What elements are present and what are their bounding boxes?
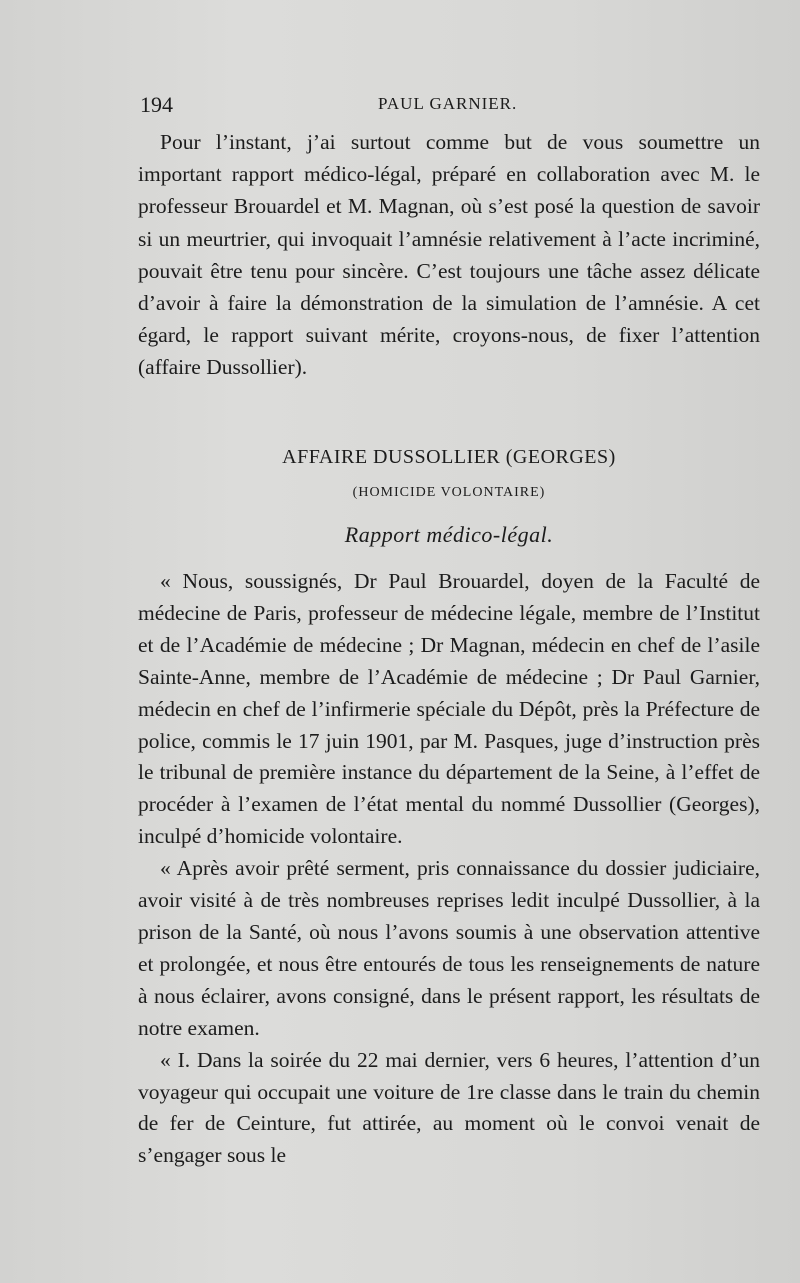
page-number: 194 <box>140 92 173 117</box>
case-title: AFFAIRE DUSSOLLIER (GEORGES) <box>282 446 616 468</box>
report-body <box>138 566 760 1172</box>
page-header <box>140 92 760 122</box>
intro-paragraph: Pour l’instant, j’ai surtout comme but de vous soumettre un important rapport médico-légal, préparé en collaboration avec M. le professeur Brouardel et M. Magnan, où s’est posé la question de savoir si un meurtrier, qui invoquait l’amnésie relativement à l’acte incriminé, pouvait être tenu pour sincère. C’est toujours une tâche assez délicate d’avoir à faire la démonstration de la simulation de l’amnésie. A cet égard, le rapport suivant mérite, croyons-nous, de fixer l’attention (affaire Dussollier). <box>138 130 760 380</box>
case-subtitle: (HOMICIDE VOLONTAIRE) <box>352 485 546 500</box>
intro-text <box>138 126 760 384</box>
report-heading: Rapport médico-légal. <box>344 522 554 547</box>
report-paragraph: « Après avoir prêté serment, pris connaissance du dossier judiciaire, avoir visité à de très nombreuses reprises ledit inculpé Dussollier, à la prison de la Santé, où nous l’avons soumis à une observation attentive et prolongée, et nous être entourés de tous les renseignements de nature à nous éclairer, avons consigné, dans le présent rapport, les résultats de notre examen. <box>138 856 760 1040</box>
report-paragraph: « Nous, soussignés, Dr Paul Brouardel, doyen de la Faculté de médecine de Paris, professeur de médecine légale, membre de l’Institut et de l’Académie de médecine ; Dr Magnan, médecin en chef de l’asile Sainte-Anne, membre de l’Académie de médecine ; Dr Paul Garnier, médecin en chef de l’infirmerie spéciale du Dépôt, près la Préfecture de police, commis le 17 juin 1901, par M. Pasques, juge d’instruction près le tribunal de première instance du département de la Seine, à l’effet de procéder à l’examen de l’état mental du nommé Dussollier (Georges), inculpé d’homicide volontaire. <box>138 569 760 849</box>
report-paragraph: « I. Dans la soirée du 22 mai dernier, vers 6 heures, l’attention d’un voyageur qui occupait une voiture de 1re classe dans le train du chemin de fer de Ceinture, fut attirée, au moment où le convoi venait de s’engager sous le <box>138 1047 760 1168</box>
running-head: PAUL GARNIER. <box>378 94 518 113</box>
